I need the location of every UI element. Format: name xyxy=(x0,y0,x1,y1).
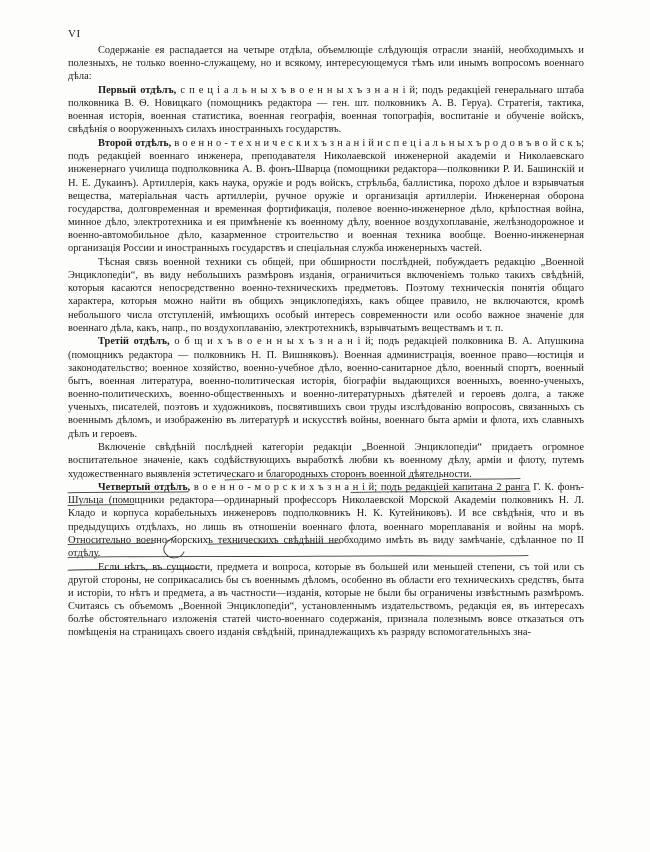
paragraph-4: Тѣсная связь военной техники съ общей, при обширности послѣдней, побуждаетъ редакцію „Военной Энциклопедіи“, въ виду небольшихъ размѣровъ изданія, ограничиться включеніемъ только такихъ свѣдѣній, которыя касаются непосредственно военно-техническихъ предметовъ. Поэтому техническія понятія общаго характера, которыя можно найти въ общихъ энциклопедіяхъ, какъ общее правило, не включаются, кромѣ небольшого числа отступленій, имѣющихъ особый интересъ современности или особо важное значеніе для военнаго дѣла, какъ, напр., по воздухоплаванію, электротехникѣ, взрывчатымъ веществамъ и т. п. xyxy=(68,257,584,334)
section-label-fourth: Четвертый отдѣлъ, xyxy=(98,482,191,494)
paragraph-8: Если нѣтъ, въ сущности, предмета и вопроса, которые въ большей или меньшей степени, съ той или съ другой стороны, не соприкасались бы съ военнымъ дѣломъ, особенно въ области его техническихъ средствъ, быта и исторіи, то нѣтъ и предмета, а въ частности—изданія, которые не были бы ограничены извѣстнымъ размѣромъ. Считаясь съ объемомъ „Военной Энциклопедіи“, установленнымъ издательствомъ, редакція ея, въ интересахъ болѣе обстоятельнаго изложенія статей чисто-военнаго содержанія, признала полезнымъ вовсе отказаться отъ помѣщенія на страницахъ своего изданія свѣдѣній, принадлежащихъ къ разряду вспомогательныхъ зна- xyxy=(68,561,584,639)
paragraph-1: Содержаніе ея распадается на четыре отдѣла, объемлющіе слѣдующія отрасли знаній, необходимыхъ и полезныхъ, не только военно-служащему, но и всякому, интересующемуся тѣмъ или инымъ вопросомъ военнаго дѣла: xyxy=(68,45,584,83)
paragraph-6: Включеніе свѣдѣній послѣдней категоріи редакціи „Военной Энциклопедіи“ придаетъ огромное воспитательное значеніе, какъ содѣйствующихъ выработкѣ любви къ военному дѣлу, арміи и флоту, путемъ художественнаго выявленія эстетическаго и благородныхъ сторонъ военной дѣятельности. xyxy=(68,442,584,480)
section-label-second: Второй отдѣлъ, xyxy=(98,138,172,150)
paragraph-3-text: в о е н н о - т е х н и ч е с к и х ъ з н а н і й и с п е ц і а л ь н ы х ъ р о д о в ъ в о й с к ъ; подъ редакціей военнаго инженера, преподавателя Николаевской инженерной академіи и Николаевскаго инженернаго училища подполковника А. В. фонъ-Шварца (помощники редактора—полковники Р. И. Башинскій и Н. Е. Дукаинъ). Артиллерія, какъ наука, оружіе и родъ войскъ, стрѣльба, баллистика, порохо дѣлое и взрывчатыя вещества, матеріальная часть артиллеріи, ручное оружіе и организація артиллеріи. Инженерная оборона государства, долговременная и временная фортификація, полевое военно-инженерное дѣло, крѣпостная война, минное дѣло, электротехника и ея примѣненіе къ военному дѣлу, военное воздухоплаваніе, желѣзнодорожное и военно-автомобильное дѣло, казарменное строительство и военная техника вообще. Военно-инженерная организація России и иностранныхъ государствъ и спеціальная служба инженерныхъ частей. xyxy=(68,138,584,255)
paragraph-7 xyxy=(68,481,584,560)
page-number: VI xyxy=(68,28,81,40)
section-label-first: Первый отдѣлъ, xyxy=(98,84,177,96)
paragraph-2 xyxy=(68,84,584,137)
text-column xyxy=(68,44,584,640)
paragraph-7-text: в о е н н о - м о р с к и х ъ з н а н і й; подъ редакціей капитана 2 ранга Г. К. фонъ-Шульца (помощники редактора—ординарный профессоръ Николаевской Морской Академіи полковникъ Н. Л. Кладо и корпуса корабельныхъ инженеровъ подполковникъ Н. К. Кутейниковъ). И все свѣдѣнія, что и въ предыдущихъ отдѣлахъ, но лишь въ отношеніи военнаго флота, военнаго мореплаванія и войны на морѣ. Относительно военно-морскихъ техническихъ свѣдѣній необходимо имѣть въ виду замѣчаніе, сдѣланное по II отдѣлу. xyxy=(68,482,584,559)
paragraph-5 xyxy=(68,335,584,440)
section-label-third: Третій отдѣлъ, xyxy=(98,336,170,348)
paragraph-3 xyxy=(68,137,584,255)
paragraph-5-text: о б щ и х ъ в о е н н ы х ъ з н а н і й; подъ редакціей полковника В. А. Апушкина (помощникъ редактора — полковникъ Н. П. Вишняковъ). Военная администрація, военное право—юстиція и законодательство; военное хозяйство, военно-учебное дѣло, военно-санитарное дѣло, военный спортъ, военный бытъ, военная литература, военно-политическая исторія, біографіи выдающихся военныхъ, военно-ученыхъ, военно-политическихъ, военно-общественныхъ и военно-литературныхъ дѣятелей и героевъ долга, а также ученыхъ, писателей, поэтовъ и художниковъ, посвятившихъ свои труды изслѣдованію вопросовъ, связанныхъ съ военнымъ дѣломъ, и изображенію въ литературѣ и искусствѣ войны, военнаго быта арміи и флота, ихъ славныхъ дѣлъ и героевъ. xyxy=(68,336,584,440)
paragraph-2-text: с п е ц і а л ь н ы х ъ в о е н н ы х ъ з н а н і й; подъ редакціей генеральнаго штаба полковника В. Ѳ. Новицкаго (помощникъ редактора — ген. шт. полковникъ А. В. Геруа). Стратегія, тактика, военная исторія, военная статистика, военная географія, военная топографія, воспитаніе и обученіе войскъ, свѣдѣнія о вооруженныхъ силахъ иностранныхъ государствъ. xyxy=(68,84,584,136)
